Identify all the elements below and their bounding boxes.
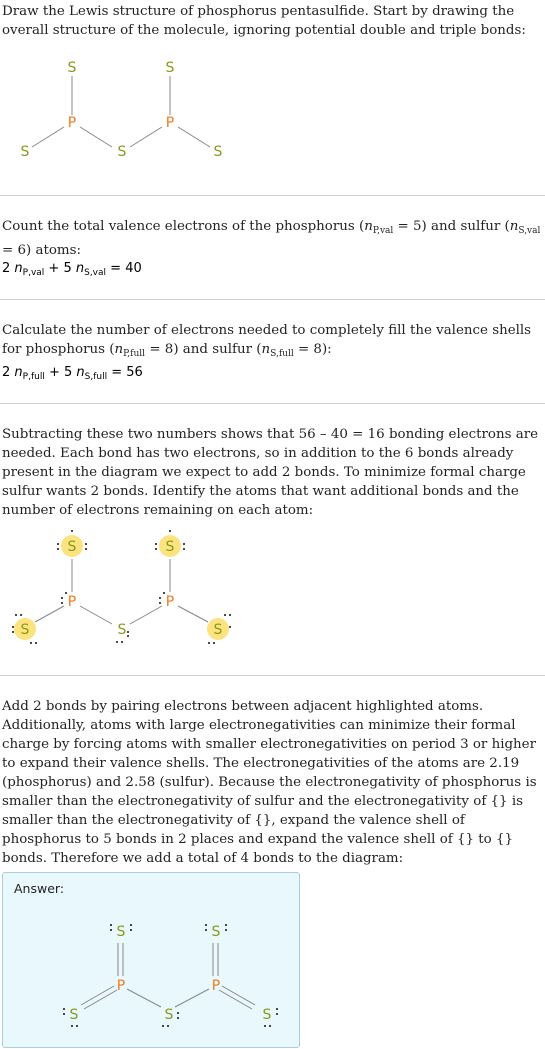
- atom-p: P: [165, 594, 175, 610]
- atom-s: S: [165, 60, 175, 76]
- full-shell-text: Calculate the number of electrons needed to completely fill the valence shells for phosphorus $(n_{P,full} = 8)$ and sulfur $(n_{S,full} = 8)$:: [2, 323, 532, 359]
- highlighted-atoms-diagram: [0, 522, 245, 650]
- atom-p: P: [67, 115, 77, 131]
- atom-p: P: [67, 594, 77, 610]
- atom-s: S: [213, 622, 223, 638]
- skeleton-structure-diagram: [0, 55, 240, 165]
- final-lewis-structure: [3, 873, 299, 1047]
- atom-s: S: [20, 144, 30, 160]
- atom-p: P: [165, 115, 175, 131]
- section-divider: [0, 195, 545, 196]
- section-divider: [0, 403, 545, 404]
- section-divider: [0, 675, 545, 676]
- atom-s: S: [116, 924, 126, 940]
- atom-s: S: [117, 622, 127, 638]
- atom-p: P: [211, 978, 221, 994]
- atom-s: S: [67, 60, 77, 76]
- expand-valence-text: Add 2 bonds by pairing electrons between adjacent highlighted atoms. Additionally, atoms with large electronegativities can minimize their formal charge by forcing atoms with smaller electronegativities on period 3 or higher to expand their valence shells. The electronegativities of the atoms are 2.19 (phosphorus) and 2.58 (sulfur). Because the electronegativity of phosphorus is smaller than the electronegativity of sulfur and the electronegativity of {} is smaller than the electronegativity of {}, expand the valence shell of phosphorus to 5 bonds in 2 places and expand the valence shell of {} to {} bonds. Therefore we add a total of 4 bonds to the diagram:: [2, 699, 537, 866]
- section-divider: [0, 299, 545, 300]
- valence-equation: 2 $n_{P,val} + 5$ $n_{S,val} = 40$: [2, 261, 142, 278]
- atom-s: S: [165, 539, 175, 555]
- atom-s: S: [117, 144, 127, 160]
- atom-s: S: [164, 1007, 174, 1023]
- answer-label: Answer:: [14, 881, 65, 896]
- atom-s: S: [211, 924, 221, 940]
- full-shell-equation: 2 $n_{P,full} + 5$ $n_{S,full} = 56$: [2, 365, 143, 382]
- atom-s: S: [20, 622, 30, 638]
- atom-s: S: [67, 539, 77, 555]
- answer-box: [2, 872, 300, 1048]
- atom-s: S: [69, 1007, 79, 1023]
- valence-count-text: Count the total valence electrons of the phosphorus $(n_{P,val} = 5)$ and sulfur $(n_{S,val} = 6)$ atoms:: [2, 219, 541, 258]
- bonding-electrons-text: Subtracting these two numbers shows that 56 – 40 = 16 bonding electrons are needed. Each bond has two electrons, so in addition to the 6 bonds already present in the diagram we expect to add 2 bonds. To minimize formal charge sulfur wants 2 bonds. Identify the atoms that want additional bonds and the number of electrons remaining on each atom:: [2, 427, 539, 518]
- intro-text: Draw the Lewis structure of phosphorus pentasulfide. Start by drawing the overall structure of the molecule, ignoring potential double and triple bonds:: [2, 4, 526, 38]
- atom-p: P: [116, 978, 126, 994]
- atom-s: S: [262, 1007, 272, 1023]
- atom-s: S: [213, 144, 223, 160]
